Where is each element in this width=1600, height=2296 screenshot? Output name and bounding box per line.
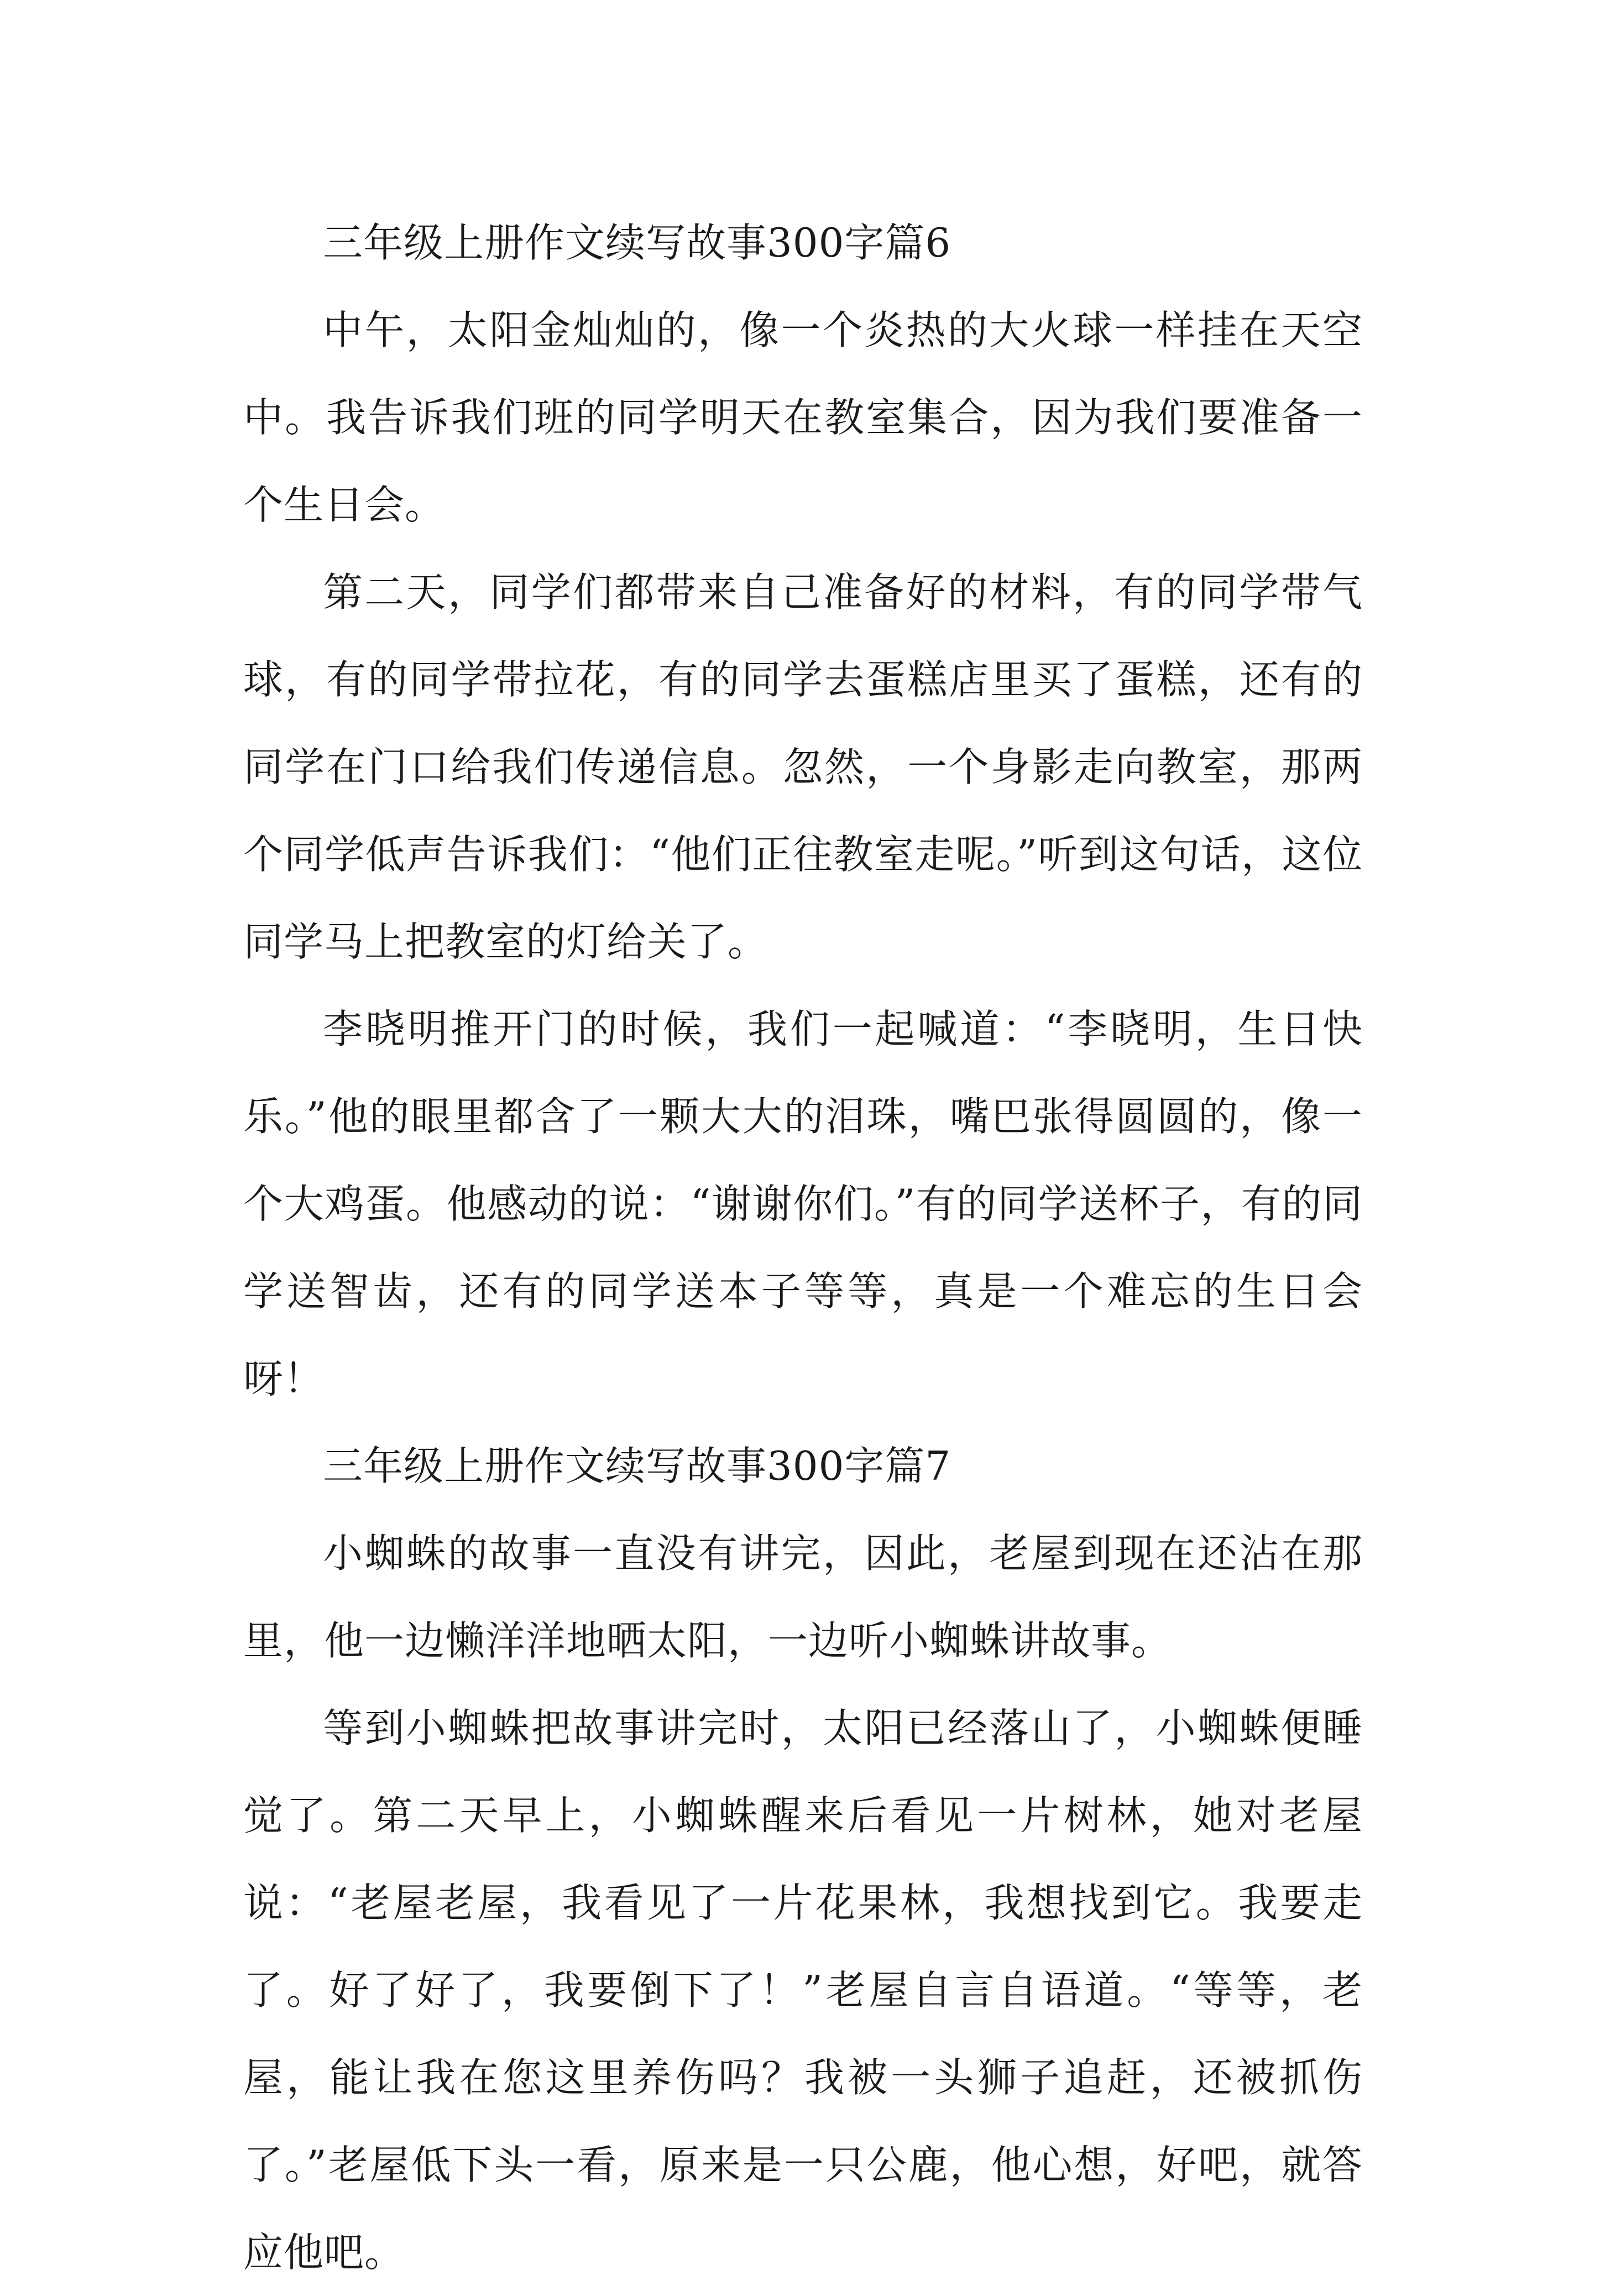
paragraph-spider-story: 小蜘蛛的故事一直没有讲完，因此，老屋到现在还沾在那里，他一边懒洋洋地晒太阳，一边听小蜘蛛讲故事。 [243,1530,1363,1664]
paragraph-old-house: 等到小蜘蛛把故事讲完时，太阳已经落山了，小蜘蛛便睡觉了。第二天早上，小蜘蛛醒来后看见一片树林，她对老屋说：“老屋老屋，我看见了一片花果林，我想找到它。我要走了。好了好了，我要倒下了！”老屋自言自语道。“等等，老屋，能让我在您这里养伤吗？我被一头狮子追赶，还被抓伤了。”老屋低下头一看，原来是一只公鹿，他心想，好吧，就答应他吧。 [243,1705,1363,2276]
document-body [243,199,1363,2296]
section-heading-6: 三年级上册作文续写故事300字篇6 [323,220,951,266]
section-heading-7: 三年级上册作文续写故事300字篇7 [323,1443,951,1489]
paragraph-noon: 中午，太阳金灿灿的，像一个炎热的大火球一样挂在天空中。我告诉我们班的同学明天在教室集合，因为我们要准备一个生日会。 [243,307,1363,528]
paragraph-next-day: 第二天，同学们都带来自己准备好的材料，有的同学带气球，有的同学带拉花，有的同学去蛋糕店里买了蛋糕，还有的同学在门口给我们传递信息。忽然，一个身影走向教室，那两个同学低声告诉我们：“他们正往教室走呢。”听到这句话，这位同学马上把教室的灯给关了。 [243,569,1363,965]
paragraph-birthday: 李晓明推开门的时候，我们一起喊道：“李晓明，生日快乐。”他的眼里都含了一颗大大的泪珠，嘴巴张得圆圆的，像一个大鸡蛋。他感动的说：“谢谢你们。”有的同学送杯子，有的同学送智齿，还有的同学送本子等等，真是一个难忘的生日会呀！ [243,1006,1363,1402]
